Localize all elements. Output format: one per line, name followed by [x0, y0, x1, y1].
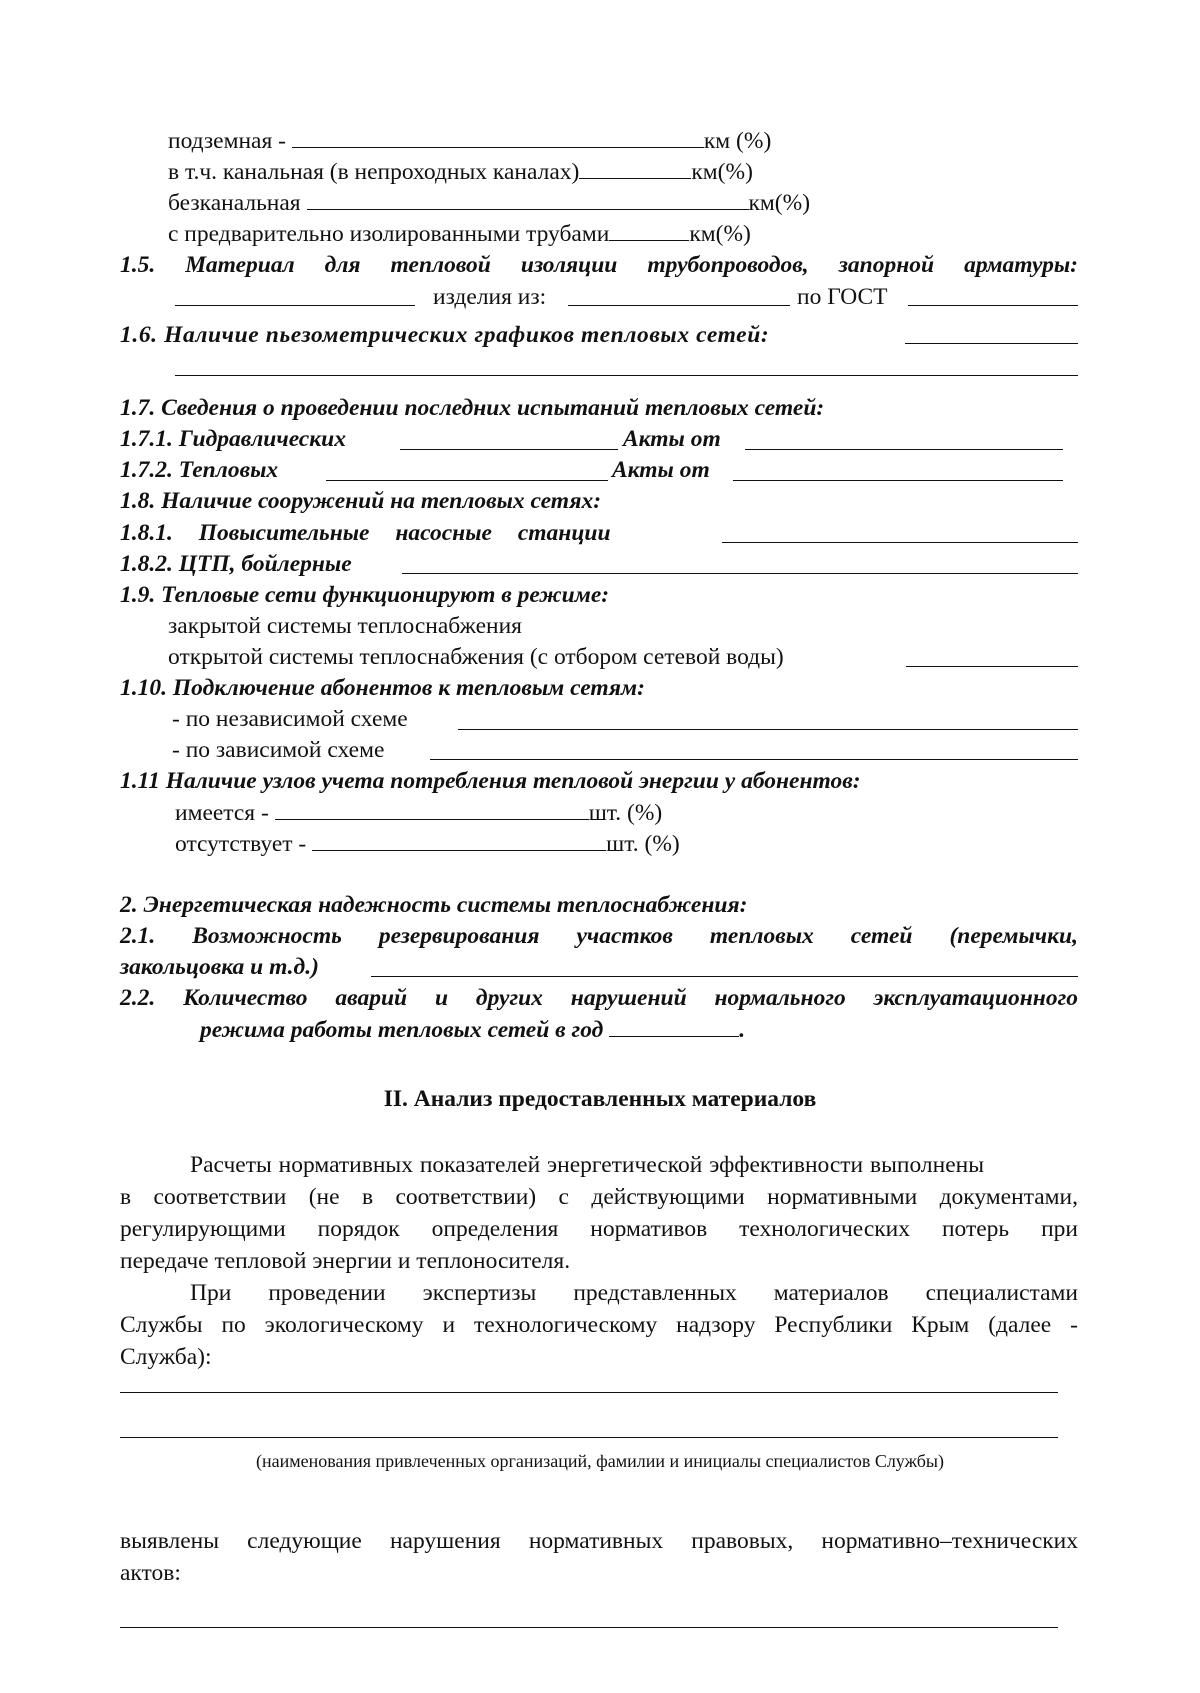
- metering-present-label: имеется -: [175, 800, 269, 826]
- preinsulated-km-field[interactable]: [609, 218, 689, 241]
- metering-present-field[interactable]: [275, 797, 589, 820]
- independent-scheme-field[interactable]: [458, 729, 1078, 730]
- redundancy-line2: закольцовка и т.д.): [120, 954, 319, 980]
- preinsulated-row: [168, 218, 751, 249]
- open-system-label: открытой системы теплоснабжения (с отбором сетевой воды): [168, 644, 784, 670]
- p1-line3: регулирующими порядок определения нормативов технологических потерь при: [120, 1216, 1078, 1242]
- underground-km-field[interactable]: [292, 125, 704, 148]
- p3-line1: выявлены следующие нарушения нормативных правовых, нормативно–технических: [120, 1528, 1078, 1554]
- thermal-label: 1.7.2. Тепловых: [120, 457, 279, 483]
- p1-line4: передаче тепловой энергии и теплоносителя.: [120, 1248, 571, 1274]
- p2-line3: Служба):: [120, 1344, 212, 1370]
- open-system-field[interactable]: [906, 666, 1078, 667]
- channel-km-field[interactable]: [579, 156, 691, 179]
- metering-absent-row: [175, 828, 680, 859]
- metering-absent-unit: шт. (%): [606, 831, 680, 857]
- gost-field[interactable]: [908, 305, 1078, 306]
- piezometric-heading: 1.6. Наличие пьезометрических графиков тепловых сетей:: [120, 322, 770, 348]
- redundancy-field[interactable]: [371, 976, 1078, 977]
- underground-unit: км (%): [703, 128, 772, 154]
- tests-heading: 1.7. Сведения о проведении последних испытаний тепловых сетей:: [120, 395, 825, 421]
- pump-stations-label: 1.8.1. Повысительные насосные станции: [120, 520, 611, 546]
- thermal-acts-field[interactable]: [733, 480, 1063, 481]
- hydraulic-field[interactable]: [400, 449, 618, 450]
- thermal-acts-label: Акты от: [612, 457, 710, 483]
- preinsulated-label: с предварительно изолированными трубами: [168, 221, 610, 247]
- closed-system-label: закрытой системы теплоснабжения: [168, 613, 522, 639]
- dependent-scheme-label: - по зависимой схеме: [172, 737, 385, 763]
- dependent-scheme-field[interactable]: [430, 759, 1078, 760]
- p1-line1: Расчеты нормативных показателей энергетической эффективности выполнены: [190, 1152, 985, 1178]
- pump-stations-field[interactable]: [722, 542, 1078, 543]
- ctp-label: 1.8.2. ЦТП, бойлерные: [120, 551, 352, 577]
- p3-line2: актов:: [120, 1560, 181, 1586]
- p1-line2: в соответствии (не в соответствии) с действующими нормативными документами,: [120, 1184, 1078, 1210]
- mode-heading: 1.9. Тепловые сети функционируют в режиме:: [120, 582, 610, 608]
- specialists-field-line2[interactable]: [120, 1437, 1058, 1438]
- specialists-caption: (наименования привлеченных организаций, фамилии и инициалы специалистов Службы): [255, 1451, 945, 1471]
- accidents-label: режима работы тепловых сетей в год: [200, 1017, 604, 1043]
- accidents-line1: 2.2. Количество аварий и других нарушений нормального эксплуатационного: [120, 985, 1078, 1011]
- metering-heading: 1.11 Наличие узлов учета потребления тепловой энергии у абонентов:: [120, 768, 861, 794]
- underground-label: подземная -: [168, 128, 286, 154]
- channel-label: в т.ч. канальная (в непроходных каналах): [168, 159, 580, 185]
- piezometric-field-line2[interactable]: [175, 375, 1078, 376]
- piezometric-field[interactable]: [905, 343, 1078, 344]
- channel-unit: км(%): [691, 159, 753, 185]
- insulation-material-field[interactable]: [175, 305, 415, 306]
- products-field[interactable]: [568, 305, 790, 306]
- connection-heading: 1.10. Подключение абонентов к тепловым сетям:: [120, 675, 645, 701]
- independent-scheme-label: - по независимой схеме: [172, 706, 408, 732]
- structures-heading: 1.8. Наличие сооружений на тепловых сетях:: [120, 488, 602, 514]
- accidents-line2: [200, 1014, 745, 1045]
- gost-label: по ГОСТ: [797, 284, 888, 310]
- redundancy-line1: 2.1. Возможность резервирования участков тепловых сетей (перемычки,: [120, 923, 1078, 949]
- violations-field[interactable]: [120, 1627, 1058, 1628]
- underground-row: [168, 125, 771, 156]
- hydraulic-label: 1.7.1. Гидравлических: [120, 426, 346, 452]
- accidents-count-field[interactable]: [609, 1014, 739, 1037]
- metering-present-unit: шт. (%): [588, 800, 663, 826]
- p2-line1: При проведении экспертизы представленных материалов специалистами: [190, 1280, 1078, 1306]
- reliability-heading: 2. Энергетическая надежность системы теплоснабжения:: [120, 892, 748, 918]
- part2-title: II. Анализ предоставленных материалов: [383, 1086, 817, 1112]
- metering-absent-label: отсутствует -: [175, 831, 307, 857]
- ctp-field[interactable]: [402, 573, 1078, 574]
- thermal-field[interactable]: [326, 480, 608, 481]
- metering-present-row: [175, 797, 662, 828]
- channelless-unit: км(%): [748, 190, 811, 216]
- channelless-km-field[interactable]: [307, 187, 749, 210]
- p2-line2: Службы по экологическому и технологическому надзору Республики Крым (далее -: [120, 1312, 1078, 1338]
- channelless-label: безканальная: [168, 190, 301, 216]
- channelless-row: [168, 187, 810, 218]
- insulation-heading: 1.5. Материал для тепловой изоляции трубопроводов, запорной арматуры:: [120, 252, 1078, 278]
- channel-row: [168, 156, 753, 187]
- preinsulated-unit: км(%): [689, 221, 751, 247]
- metering-absent-field[interactable]: [312, 828, 606, 851]
- accidents-period: .: [739, 1017, 746, 1043]
- hydraulic-acts-label: Акты от: [623, 426, 721, 452]
- products-label: изделия из:: [433, 284, 547, 310]
- hydraulic-acts-field[interactable]: [745, 449, 1063, 450]
- specialists-field-line1[interactable]: [120, 1392, 1058, 1393]
